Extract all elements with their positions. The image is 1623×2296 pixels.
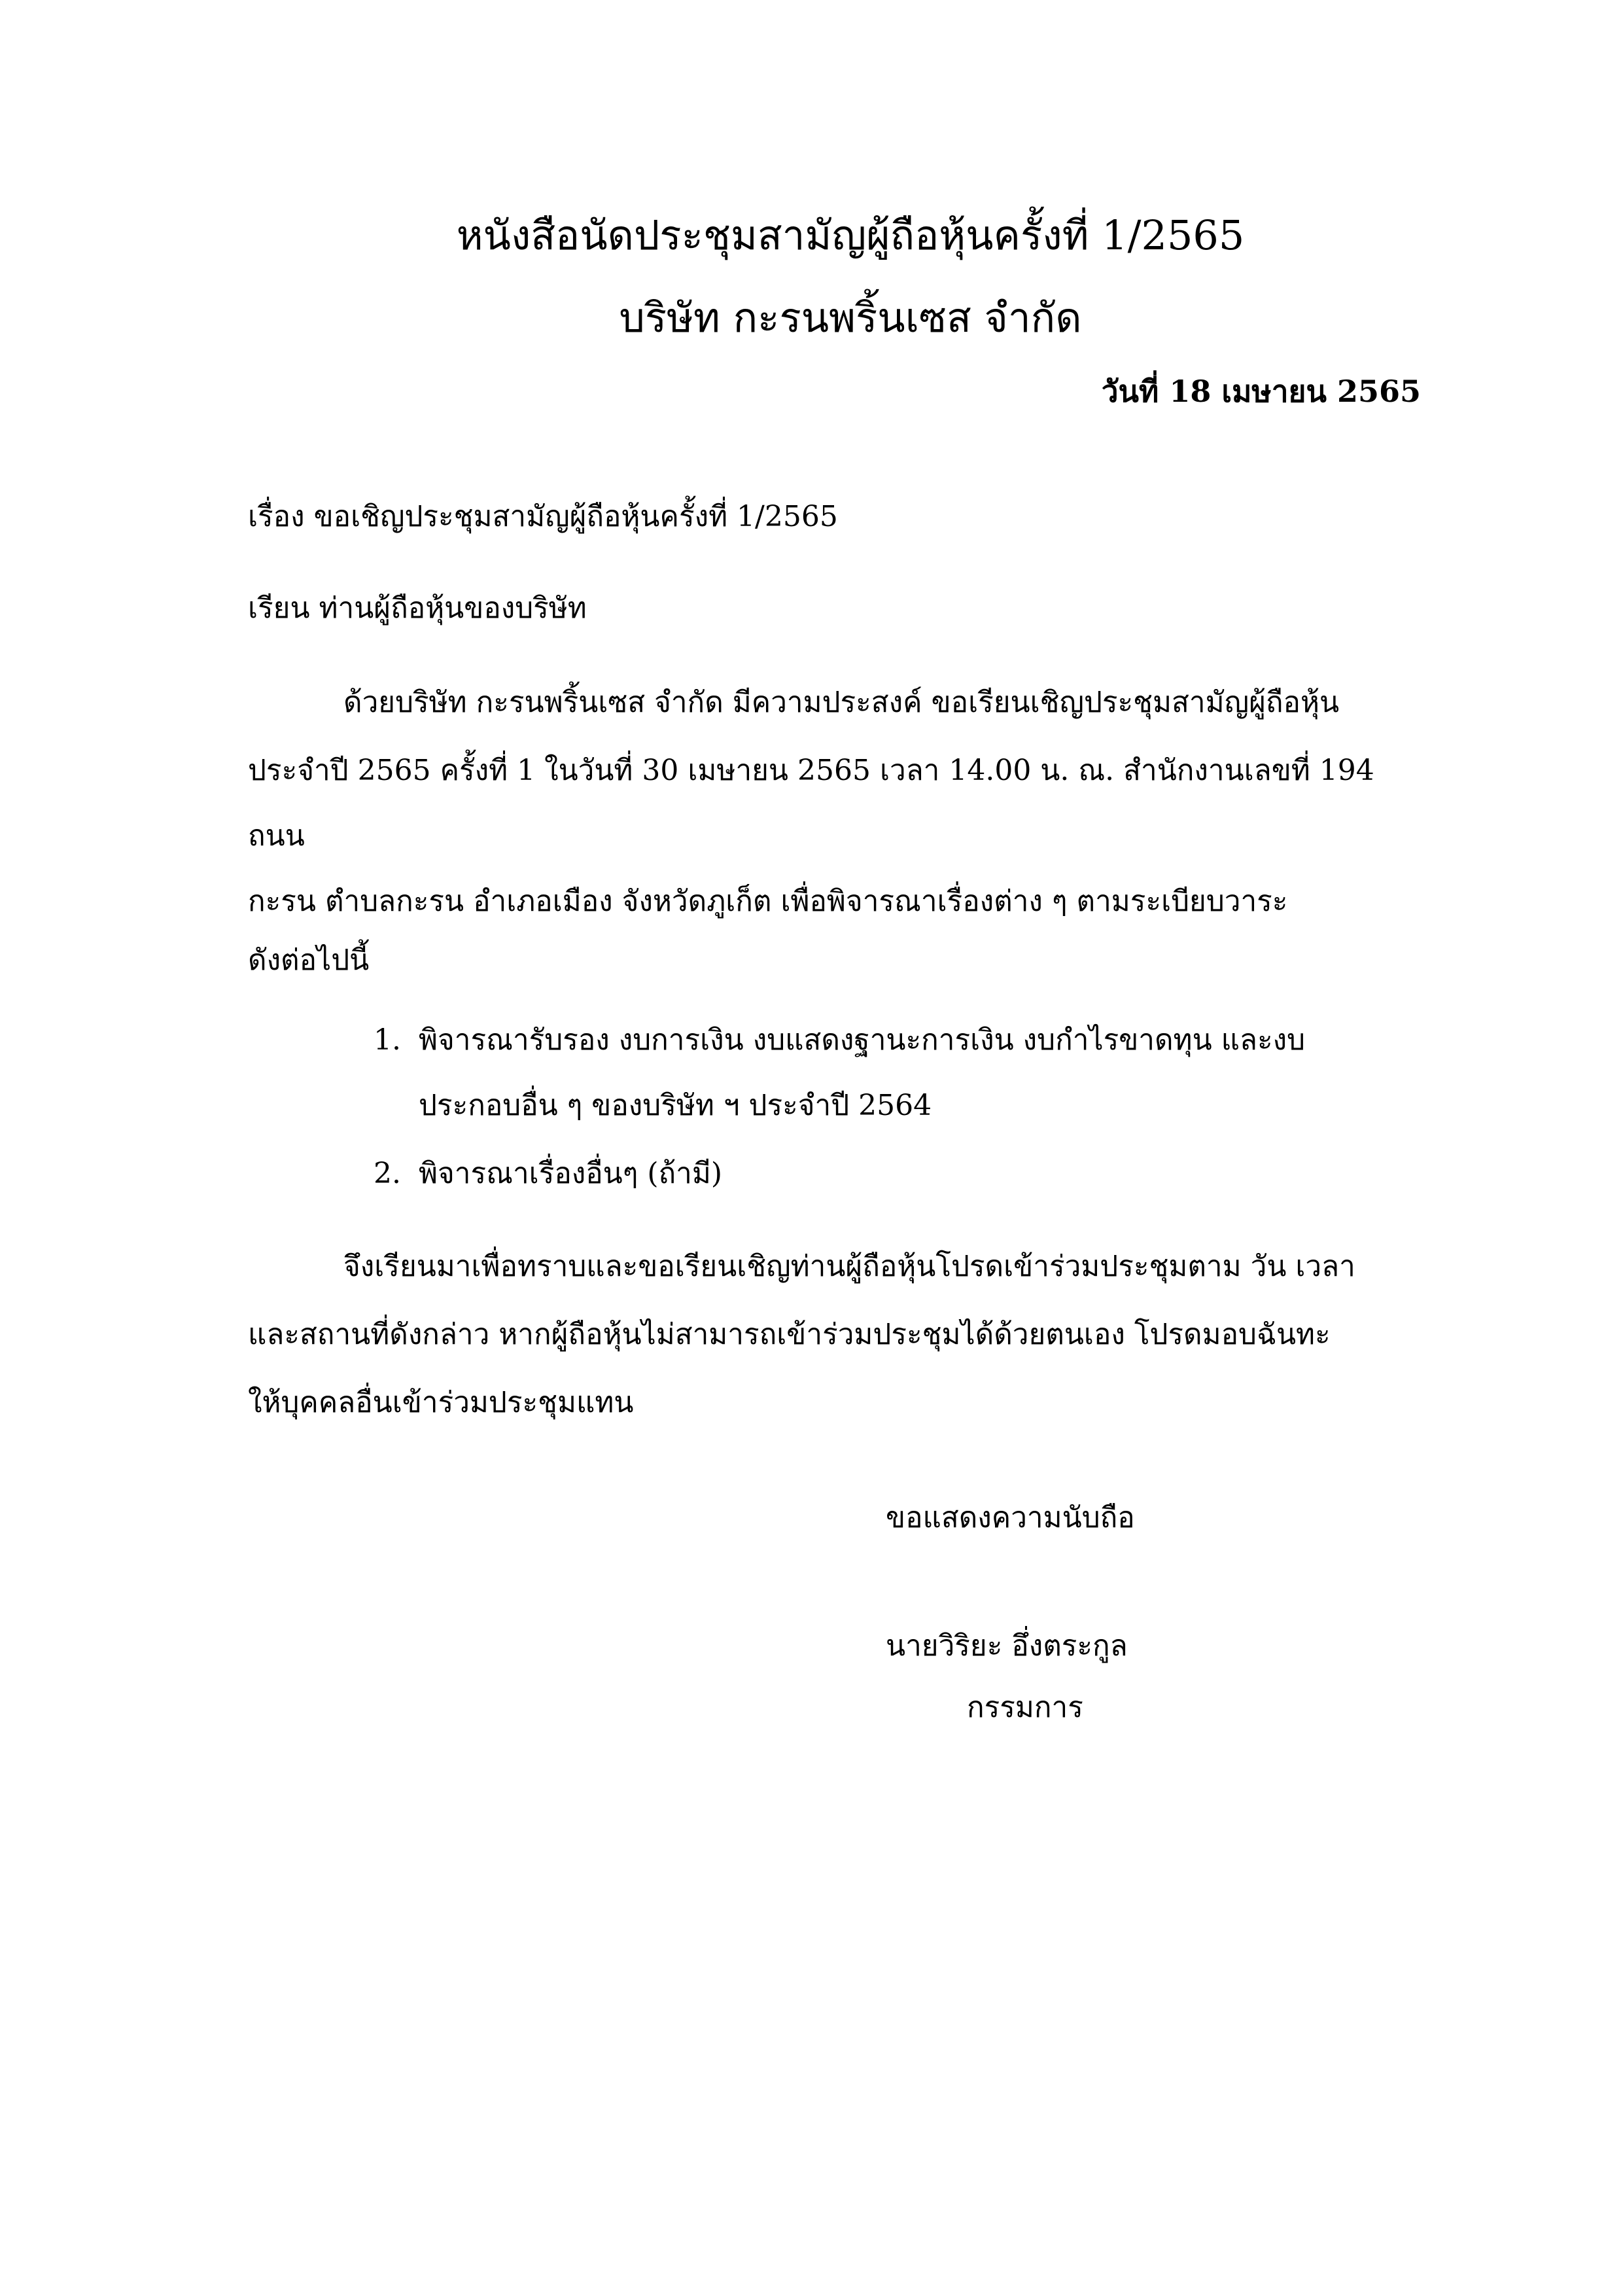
paragraph-1-line-5: ดังต่อไปนี้ bbox=[248, 944, 370, 977]
signer-title: กรรมการ bbox=[967, 1691, 1083, 1724]
paragraph-2-line-2: และสถานที่ดังกล่าว หากผู้ถือหุ้นไม่สามารถเข้าร่วมประชุมได้ด้วยตนเอง โปรดมอบฉันทะ bbox=[248, 1318, 1331, 1351]
closing-salutation: ขอแสดงความนับถือ bbox=[886, 1501, 1135, 1534]
agenda-item-1-line-2: ประกอบอื่น ๆ ของบริษัท ฯ ประจำปี 2564 bbox=[419, 1089, 932, 1122]
paragraph-2-line-1: จึงเรียนมาเพื่อทราบและขอเรียนเชิญท่านผู้ถือหุ้นโปรดเข้าร่วมประชุมตาม วัน เวลา bbox=[343, 1250, 1355, 1283]
agenda-item-1-line-1: พิจารณารับรอง งบการเงิน งบแสดงฐานะการเงิน งบกำไรขาดทุน และงบ bbox=[419, 1023, 1305, 1057]
signer-name: นายวิริยะ อึ่งตระกูล bbox=[886, 1629, 1128, 1663]
agenda-item-2-line-1: พิจารณาเรื่องอื่นๆ (ถ้ามี) bbox=[419, 1157, 723, 1190]
paragraph-2-line-3: ให้บุคคลอื่นเข้าร่วมประชุมแทน bbox=[248, 1386, 634, 1419]
subject-line: เรื่อง ขอเชิญประชุมสามัญผู้ถือหุ้นครั้งที่ 1/2565 bbox=[248, 500, 838, 533]
paragraph-1-line-4: กะรน ตำบลกะรน อำเภอเมือง จังหวัดภูเก็ต เพื่อพิจารณาเรื่องต่าง ๆ ตามระเบียบวาระ bbox=[248, 885, 1288, 918]
paragraph-1-line-2: ประจำปี 2565 ครั้งที่ 1 ในวันที่ 30 เมษายน 2565 เวลา 14.00 น. ณ. สำนักงานเลขที่ 194 bbox=[248, 754, 1374, 787]
paragraph-1-line-3: ถนน bbox=[248, 819, 305, 853]
agenda-item-2-number: 2. bbox=[374, 1157, 401, 1190]
title-line-2: บริษัท กะรนพริ้นเซส จำกัด bbox=[619, 294, 1082, 342]
agenda-item-1-number: 1. bbox=[374, 1023, 401, 1057]
addressee-line: เรียน ท่านผู้ถือหุ้นของบริษัท bbox=[248, 592, 587, 625]
title-line-1: หนังสือนัดประชุมสามัญผู้ถือหุ้นครั้งที่ 1/2565 bbox=[456, 211, 1245, 259]
paragraph-1-line-1: ด้วยบริษัท กะรนพริ้นเซส จำกัด มีความประสงค์ ขอเรียนเชิญประชุมสามัญผู้ถือหุ้น bbox=[343, 686, 1340, 719]
letter-date: วันที่ 18 เมษายน 2565 bbox=[1101, 374, 1421, 409]
